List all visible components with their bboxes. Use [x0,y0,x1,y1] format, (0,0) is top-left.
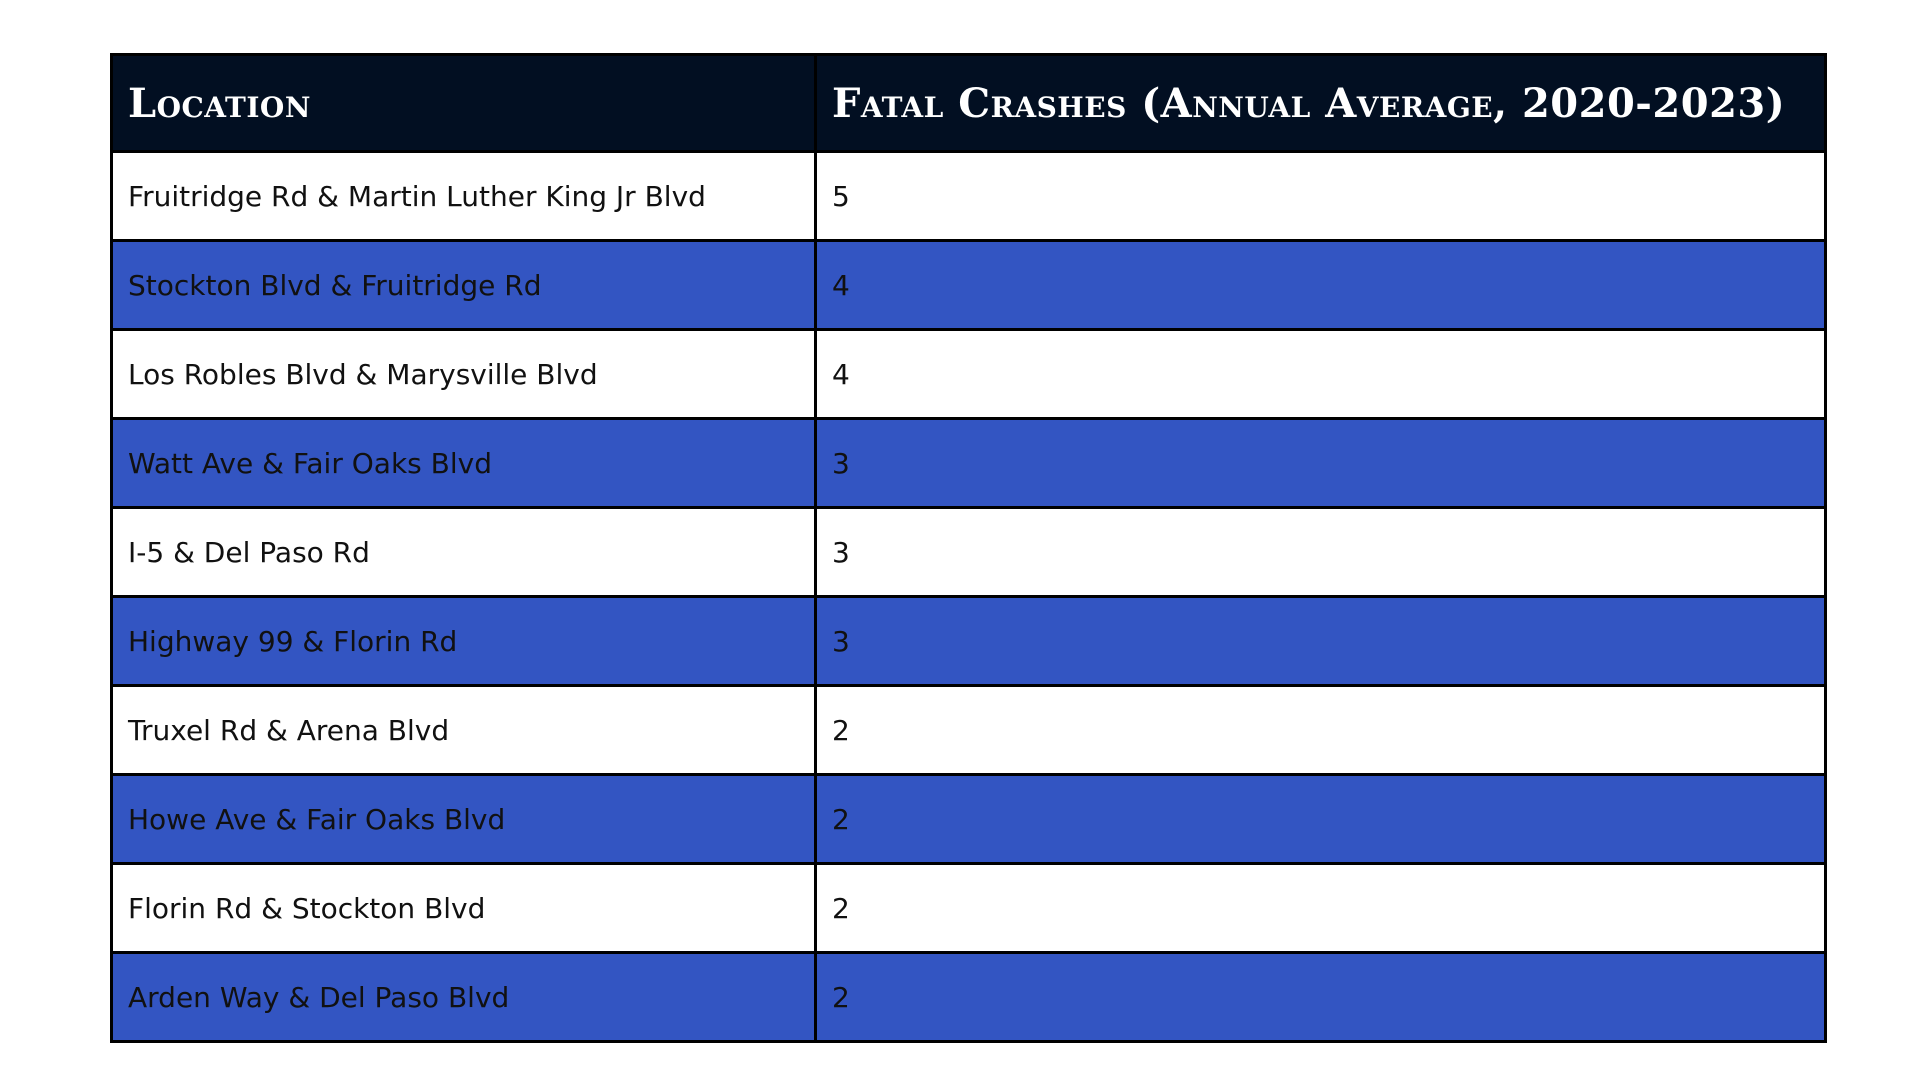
location-cell: Watt Ave & Fair Oaks Blvd [112,419,816,508]
crashes-cell: 2 [816,775,1826,864]
header-row [112,55,1826,152]
location-cell: Truxel Rd & Arena Blvd [112,686,816,775]
location-cell: Howe Ave & Fair Oaks Blvd [112,775,816,864]
table-body [112,152,1826,1042]
crashes-cell: 2 [816,864,1826,953]
location-cell: Florin Rd & Stockton Blvd [112,864,816,953]
table-row [112,508,1826,597]
table-header [112,55,1826,152]
crashes-cell: 3 [816,508,1826,597]
header-fatal-crashes: Fatal Crashes (Annual Average, 2020-2023) [816,55,1826,152]
fatal-crashes-table [110,53,1827,1043]
table-row [112,864,1826,953]
location-cell: Fruitridge Rd & Martin Luther King Jr Blvd [112,152,816,241]
location-cell: Los Robles Blvd & Marysville Blvd [112,330,816,419]
location-cell: I-5 & Del Paso Rd [112,508,816,597]
crash-table-container [110,53,1824,1043]
header-location: Location [112,55,816,152]
crashes-cell: 4 [816,330,1826,419]
location-cell: Stockton Blvd & Fruitridge Rd [112,241,816,330]
crashes-cell: 5 [816,152,1826,241]
table-row [112,330,1826,419]
location-cell: Arden Way & Del Paso Blvd [112,953,816,1042]
table-row [112,241,1826,330]
crashes-cell: 3 [816,419,1826,508]
table-row [112,152,1826,241]
table-row [112,686,1826,775]
table-row [112,597,1826,686]
crashes-cell: 2 [816,686,1826,775]
crashes-cell: 4 [816,241,1826,330]
table-row [112,953,1826,1042]
crashes-cell: 2 [816,953,1826,1042]
crashes-cell: 3 [816,597,1826,686]
location-cell: Highway 99 & Florin Rd [112,597,816,686]
table-row [112,775,1826,864]
table-row [112,419,1826,508]
